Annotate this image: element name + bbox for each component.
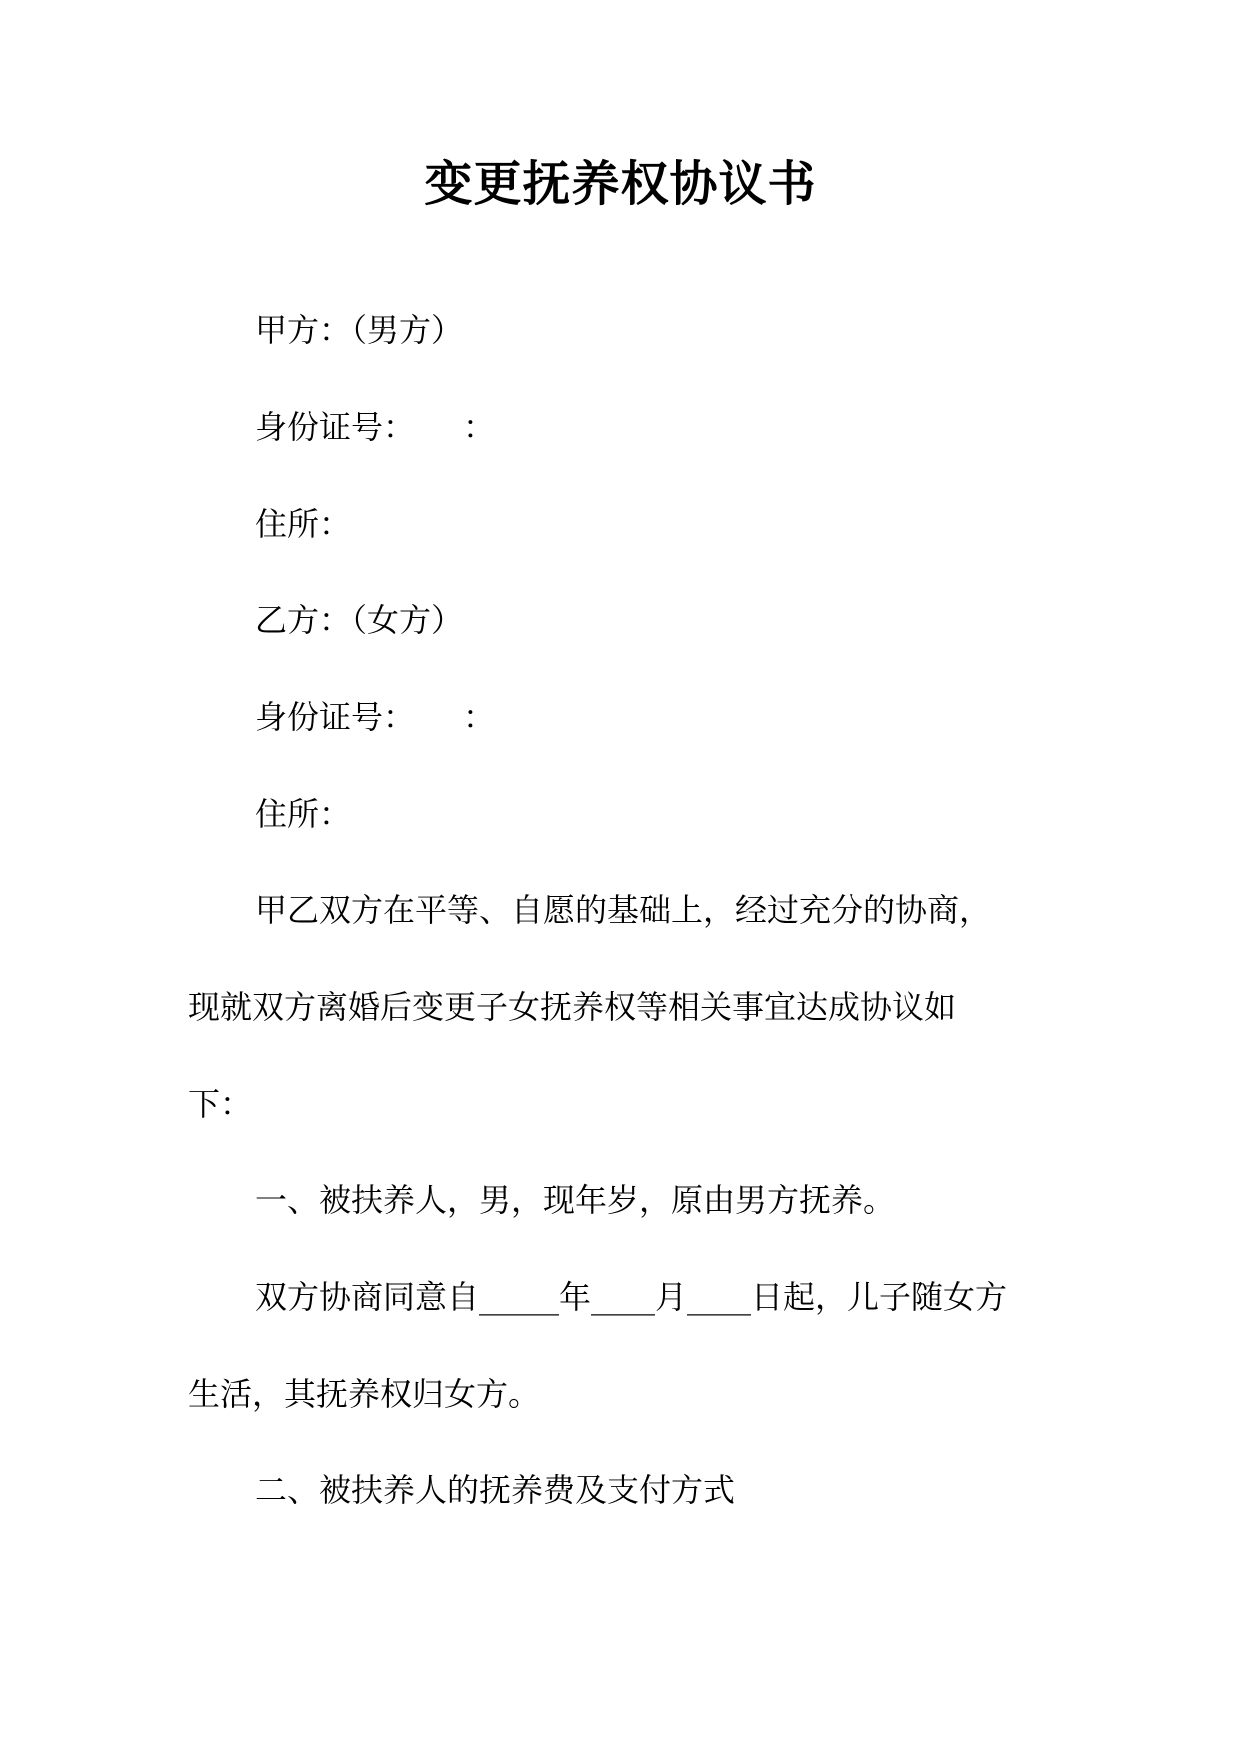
clause-1-heading: 一、被扶养人，男，现年岁，原由男方抚养。 [255, 1181, 896, 1219]
clause-1-body-line-1: 双方协商同意自_____年____月____日起，儿子随女方 [255, 1278, 1008, 1316]
document-title: 变更抚养权协议书 [424, 156, 817, 212]
party-a-address: 住所： [255, 505, 352, 543]
party-b-id-number: 身份证号： ： [255, 698, 496, 736]
party-a-label: 甲方：（男方） [255, 311, 464, 349]
preamble-line-2: 现就双方离婚后变更子女抚养权等相关事宜达成协议如 [188, 988, 957, 1026]
preamble-line-3: 下： [188, 1085, 253, 1123]
preamble-line-1: 甲乙双方在平等、自愿的基础上，经过充分的协商， [255, 891, 992, 929]
clause-2-heading: 二、被扶养人的抚养费及支付方式 [255, 1471, 736, 1509]
party-b-label: 乙方：（女方） [255, 601, 464, 639]
clause-1-body-line-2: 生活，其抚养权归女方。 [188, 1375, 541, 1413]
party-b-address: 住所： [255, 795, 352, 833]
party-a-id-number: 身份证号： ： [255, 408, 496, 446]
